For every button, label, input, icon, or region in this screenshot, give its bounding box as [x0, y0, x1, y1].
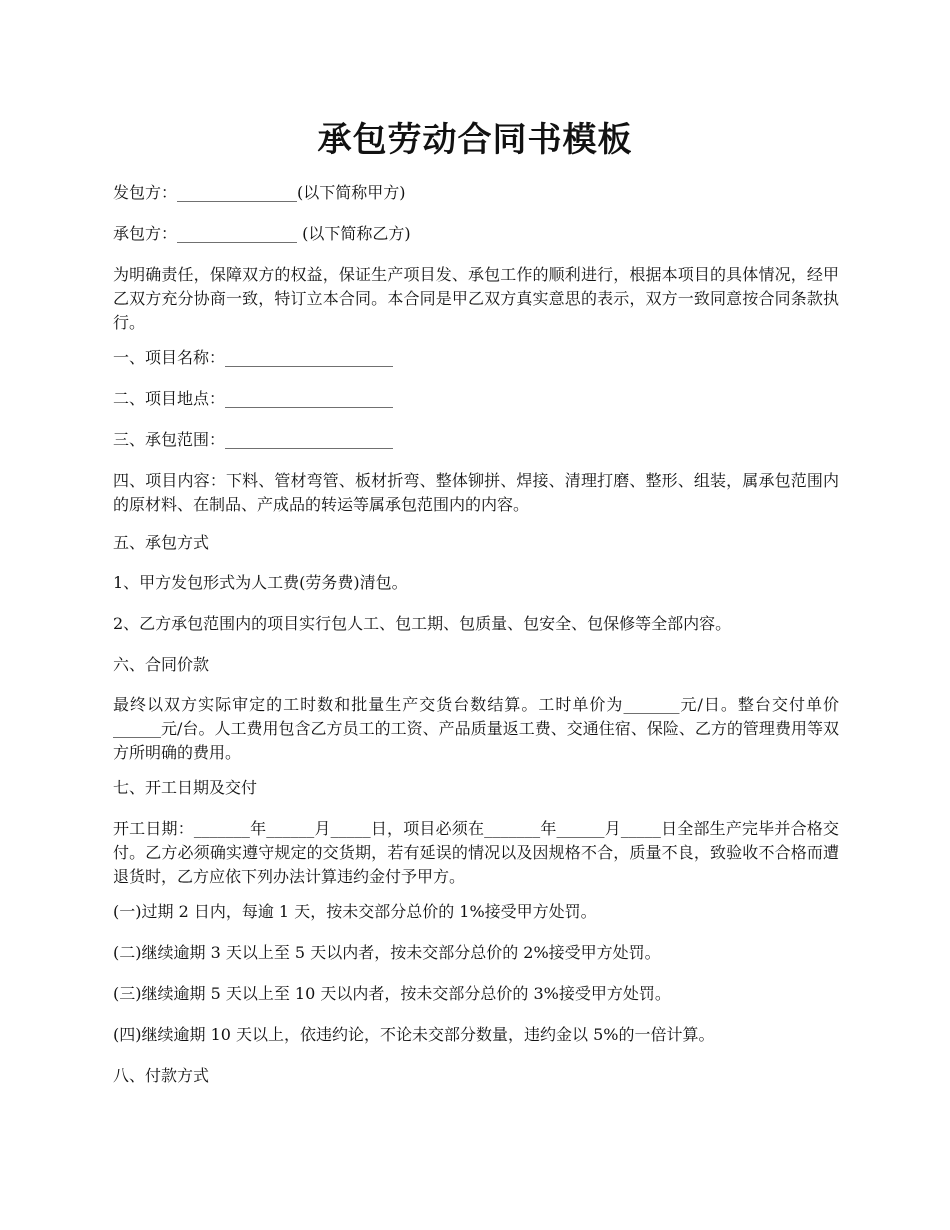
- contract-scope-line: 三、承包范围：_____________________: [113, 430, 394, 449]
- document-title: 承包劳动合同书模板: [317, 120, 633, 160]
- preamble-paragraph: 为明确责任，保障双方的权益，保证生产项目发、承包工作的顺利进行，根据本项目的具体情况，经甲乙双方充分协商一致，特订立本合同。本合同是甲乙双方真实意思的表示，双方一致同意按合同条款执行。: [113, 265, 839, 332]
- section-heading: 八、付款方式: [113, 1066, 210, 1085]
- clause-paragraph: 1、甲方发包形式为人工费(劳务费)清包。: [113, 573, 408, 592]
- section-heading: 五、承包方式: [113, 533, 210, 552]
- penalty-clause: (一)过期 2 日内，每逾 1 天，按未交部分总价的 1%接受甲方处罚。: [113, 902, 597, 921]
- penalty-clause: (二)继续逾期 3 天以上至 5 天以内者，按未交部分总价的 2%接受甲方处罚。: [113, 943, 661, 962]
- start-date-paragraph: 开工日期：_______年______月_____日，项目必须在_______年______月_____日全部生产完毕并合格交付。乙方必须确实遵守规定的交货期，若有延误的情况以及因规格不合，质量不良，致验收不合格而遭退货时，乙方应依下列办法计算违约金付予甲方。: [113, 819, 839, 886]
- contract-price-paragraph: 最终以双方实际审定的工时数和批量生产交货台数结算。工时单价为_______元/日。整台交付单价______元/台。人工费用包含乙方员工的工资、产品质量返工费、交通住宿、保险、乙方的管理费用等双方所明确的费用。: [113, 695, 839, 762]
- project-location-line: 二、项目地点：_____________________: [113, 389, 394, 408]
- penalty-clause: (四)继续逾期 10 天以上，依违约论，不论未交部分数量，违约金以 5%的一倍计算。: [113, 1025, 715, 1044]
- party-b-line: 承包方：_______________ (以下简称乙方): [113, 224, 411, 243]
- party-a-line: 发包方：_______________(以下简称甲方): [113, 183, 406, 202]
- project-content-paragraph: 四、项目内容：下料、管材弯管、板材折弯、整体铆拼、焊接、清理打磨、整形、组装，属承包范围内的原材料、在制品、产成品的转运等属承包范围内的内容。: [113, 471, 839, 514]
- section-heading: 七、开工日期及交付: [113, 778, 258, 797]
- clause-paragraph: 2、乙方承包范围内的项目实行包人工、包工期、包质量、包安全、包保修等全部内容。: [113, 614, 732, 633]
- project-name-line: 一、项目名称：_____________________: [113, 348, 394, 367]
- section-heading: 六、合同价款: [113, 655, 210, 674]
- penalty-clause: (三)继续逾期 5 天以上至 10 天以内者，按未交部分总价的 3%接受甲方处罚。: [113, 984, 671, 1003]
